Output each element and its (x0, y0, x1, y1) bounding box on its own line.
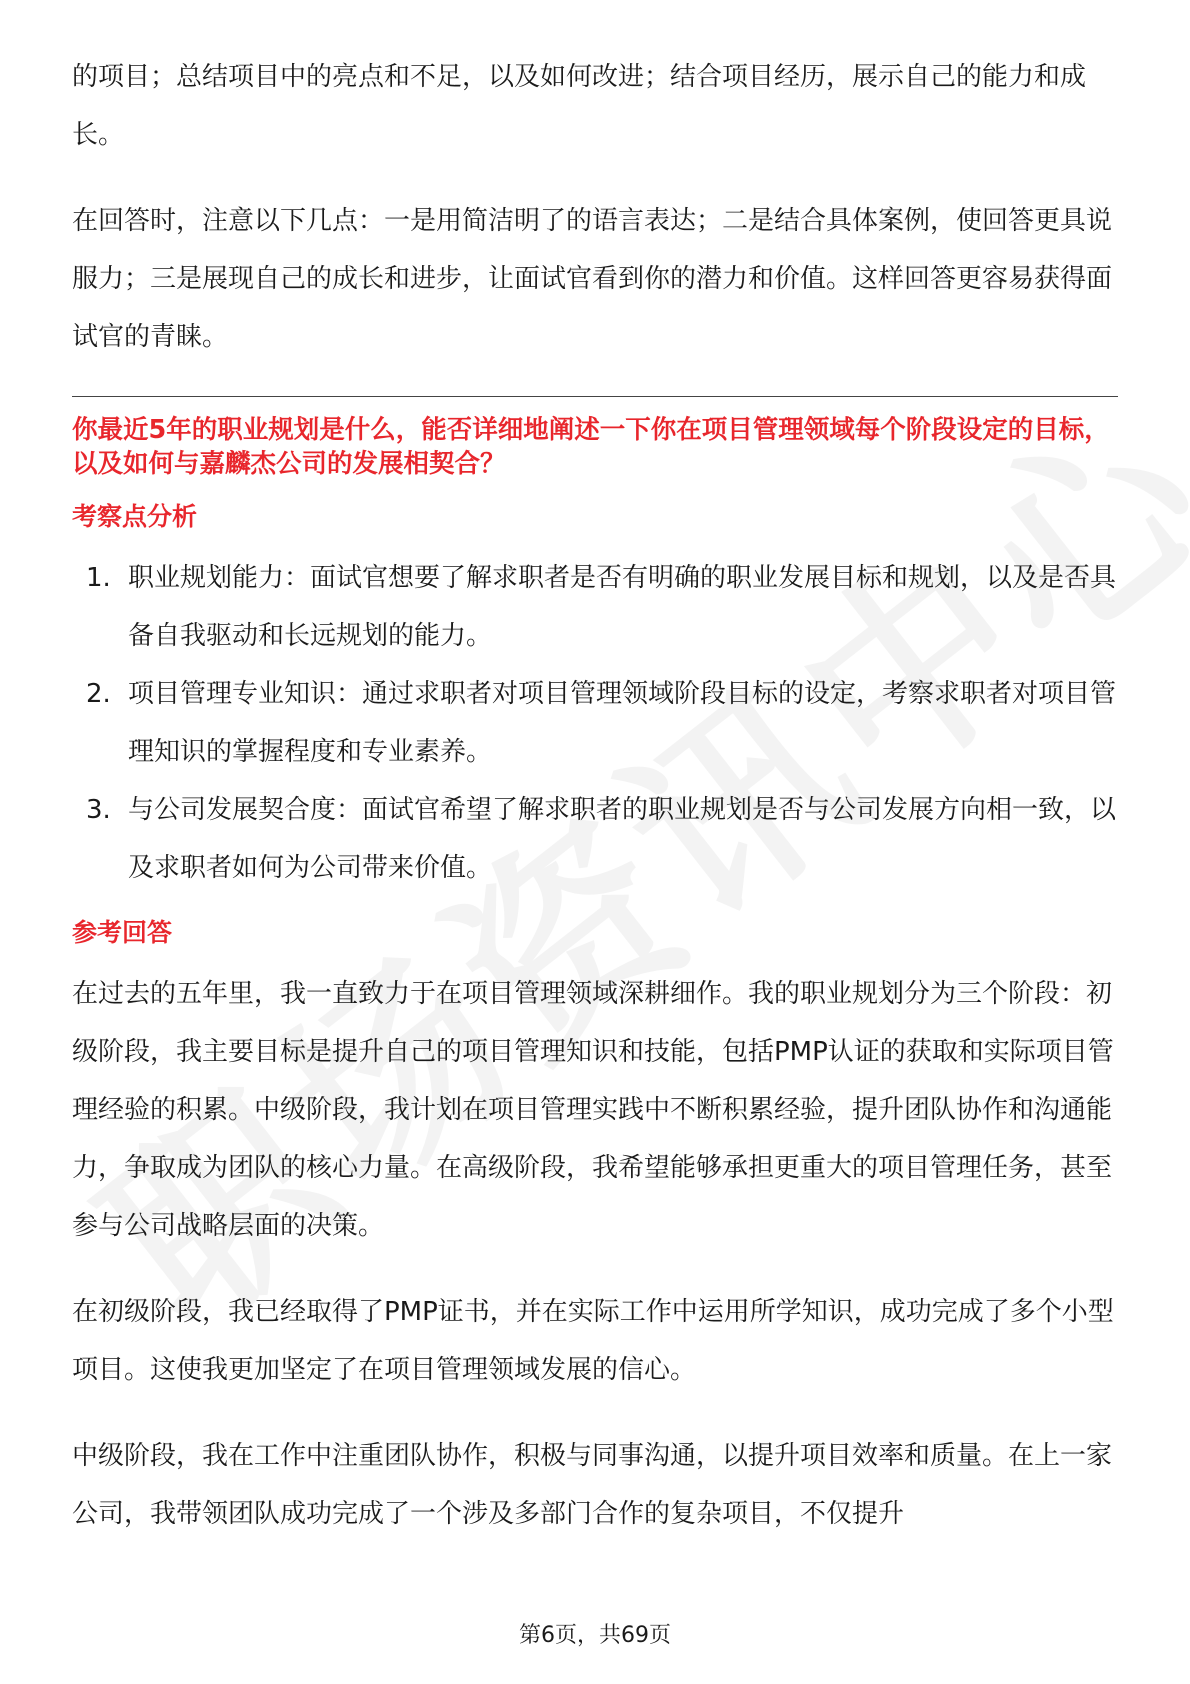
list-item-text: 职业规划能力：面试官想要了解求职者是否有明确的职业发展目标和规划，以及是否具备自我驱动和长远规划的能力。 (128, 563, 1117, 651)
intro-paragraph: 的项目；总结项目中的亮点和不足，以及如何改进；结合项目经历，展示自己的能力和成长。 (72, 62, 1087, 150)
list-item-text: 与公司发展契合度：面试官希望了解求职者的职业规划是否与公司发展方向相一致，以及求职者如何为公司带来价值。 (128, 795, 1117, 883)
list-item-number: 3. (86, 795, 111, 825)
list-item (72, 781, 1118, 897)
list-item (72, 665, 1118, 781)
analysis-heading: 考察点分析 (72, 502, 198, 531)
paragraph-gap (72, 1399, 1118, 1427)
analysis-list (72, 549, 1118, 897)
interview-question: 你最近5年的职业规划是什么，能否详细地阐述一下你在项目管理领域每个阶段设定的目标，以及如何与嘉麟杰公司的发展相契合？ (72, 415, 1110, 479)
paragraph-gap (72, 164, 1118, 192)
answer-paragraph: 中级阶段，我在工作中注重团队协作，积极与同事沟通，以提升项目效率和质量。在上一家公司，我带领团队成功完成了一个涉及多部门合作的复杂项目，不仅提升 (72, 1441, 1113, 1529)
list-item-number: 2. (86, 679, 111, 709)
page-number: 第6页，共69页 (519, 1623, 671, 1648)
answer-paragraph: 在过去的五年里，我一直致力于在项目管理领域深耕细作。我的职业规划分为三个阶段：初级阶段，我主要目标是提升自己的项目管理知识和技能，包括PMP认证的获取和实际项目管理经验的积累。中级阶段，我计划在项目管理实践中不断积累经验，提升团队协作和沟通能力，争取成为团队的核心力量。在高级阶段，我希望能够承担更重大的项目管理任务，甚至参与公司战略层面的决策。 (72, 979, 1114, 1241)
intro-paragraph: 在回答时，注意以下几点：一是用简洁明了的语言表达；二是结合具体案例，使回答更具说服力；三是展现自己的成长和进步，让面试官看到你的潜力和价值。这样回答更容易获得面试官的青睐。 (72, 206, 1113, 352)
list-item-number: 1. (86, 563, 111, 593)
list-item-text: 项目管理专业知识：通过求职者对项目管理领域阶段目标的设定，考察求职者对项目管理知识的掌握程度和专业素养。 (128, 679, 1117, 767)
paragraph-gap (72, 1255, 1118, 1283)
answer-heading: 参考回答 (72, 918, 173, 947)
answer-paragraph: 在初级阶段，我已经取得了PMP证书，并在实际工作中运用所学知识，成功完成了多个小型项目。这使我更加坚定了在项目管理领域发展的信心。 (72, 1297, 1114, 1385)
list-item (72, 549, 1118, 665)
page-content (72, 48, 1118, 1543)
section-divider (72, 396, 1118, 397)
